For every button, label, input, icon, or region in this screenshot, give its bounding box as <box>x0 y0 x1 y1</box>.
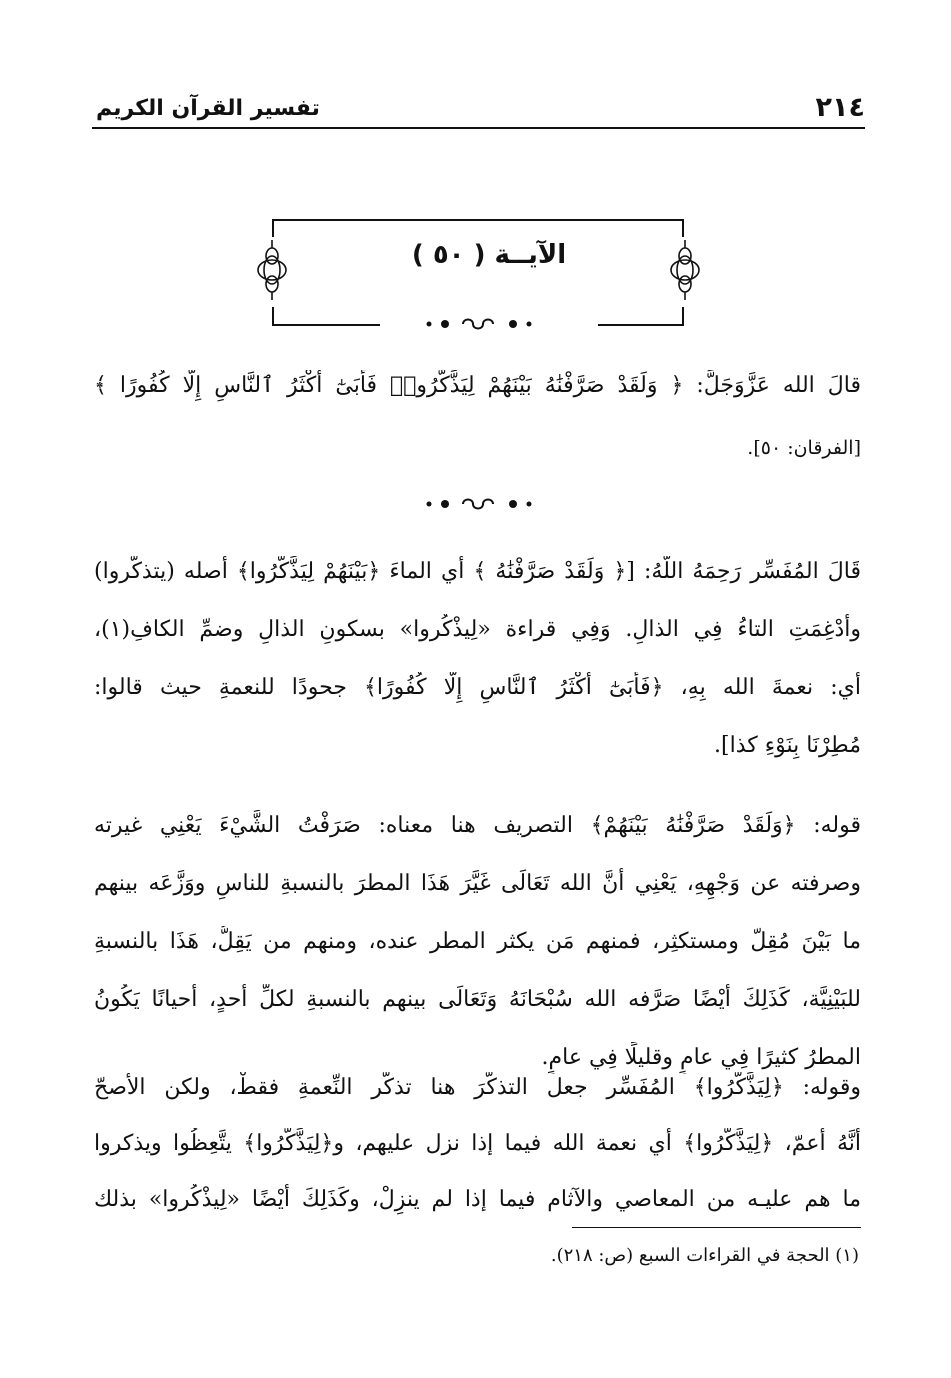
paragraph-line: أي: نعمةَ الله بِهِ، ﴿فَأَبَىٰٓ أَكْثَرُ ٱلنَّاسِ إِلَّا كُفُورًا﴾ جحودًا للنعمةِ حيث قالوا: <box>94 675 861 700</box>
footnote: (١) الحجة في القراءات السبع (ص: ٢١٨). <box>550 1245 859 1266</box>
paragraph-line: وأُدْغِمَتِ التاءُ فِي الذالِ. وَفِي قراءة «لِيذْكُروا» بسكونِ الذالِ وضمِّ الكافِ(١)، <box>94 617 861 642</box>
divider-ornament-icon <box>419 314 539 334</box>
paragraph-line: ما هم عليـه من المعاصي والآثام فيما إذا لم ينزِلْ، وكَذَلِكَ أَيْضًا «لِيذْكُروا» بذلك <box>94 1187 861 1212</box>
header-rule <box>92 127 865 129</box>
frame-bottom-border-left <box>272 324 380 326</box>
verse-citation: [الفرقان: ٥٠]. <box>747 437 861 459</box>
paragraph-line: وقوله: ﴿لِيَذَّكَّرُوا﴾ المُفَسِّر جعل التذكُّرَ هنا تذكُّر النِّعمةِ فقطْ، ولكن الأصحّ <box>94 1075 861 1100</box>
paragraph-line: قوله: ﴿وَلَقَدْ صَرَّفْنَٰهُ بَيْنَهُمْ﴾ التصريف هنا معناه: صَرَفْتُ الشَّيْءَ يَعْنِي غيرته <box>94 813 861 838</box>
paragraph-line: للبَيْنِيَّة، كَذَلِكَ أَيْضًا صَرَّفه الله سُبْحَانَهُ وَتَعَالَى بينهم بالنسبةِ لكلِّ أحدٍ، أحيانًا يَكُونُ <box>94 987 861 1012</box>
paragraph-line: قَالَ المُفَسِّر رَحِمَهُ اللَّهُ: [﴿ وَلَقَدْ صَرَّفْنَٰهُ ﴾ أي الماءَ ﴿بَيْنَهُمْ لِيَذَّكَّرُوا﴾ أصله (يتذكَّروا) <box>94 559 861 584</box>
frame-right-tick <box>682 219 684 237</box>
paragraph-line: مُطِرْنَا بِنَوْءِ كذا]. <box>714 733 861 758</box>
knot-ornament-icon <box>668 238 702 302</box>
knot-ornament-icon <box>255 238 289 302</box>
verse-text: قالَ الله عَزَّوَجَلَّ: ﴿ وَلَقَدْ صَرَّفْنَٰهُ بَيْنَهُمْ لِيَذَّكَّرُوا۟ فَأَبَىٰٓ أَكْثَرُ ٱلنَّاسِ إِلَّا كُفُورًا ﴾ <box>94 373 861 398</box>
divider-ornament-icon <box>419 494 539 514</box>
frame-left-tick <box>272 219 274 237</box>
paragraph-line: ما بَيْنَ مُقِلّ ومستكثِر، فمنهم مَن يكثر المطر عنده، ومنهم من يَقِلُّ، هَذَا بالنسبةِ <box>94 929 861 954</box>
section-heading: الآيــة ( ٥٠ ) <box>411 240 567 270</box>
paragraph-line: المطرُ كثيرًا فِي عامٍ وقليلًا فِي عامٍ. <box>541 1045 861 1070</box>
paragraph-line: وصرفته عن وَجْهِهِ، يَعْنِي أَنَّ الله تَعَالَى غَيَّرَ هَذَا المطرَ بالنسبةِ للناسِ ووَزَّعَه بينهم <box>94 871 861 896</box>
frame-top-border <box>272 219 684 221</box>
frame-left-tick <box>272 307 274 325</box>
book-title: تفسير القرآن الكريم <box>96 96 320 121</box>
frame-bottom-border-right <box>598 324 684 326</box>
paragraph-line: أَنَّهُ أعمّ، ﴿لِيَذَّكَّرُوا﴾ أي نعمة الله فيما إذا نزل عليهم، و﴿لِيَذَّكَّرُوا﴾ يتَّعِظُوا ويذكروا <box>94 1131 861 1156</box>
frame-right-tick <box>682 307 684 325</box>
footnote-rule <box>572 1227 861 1228</box>
page-number: ٢١٤ <box>815 92 865 123</box>
